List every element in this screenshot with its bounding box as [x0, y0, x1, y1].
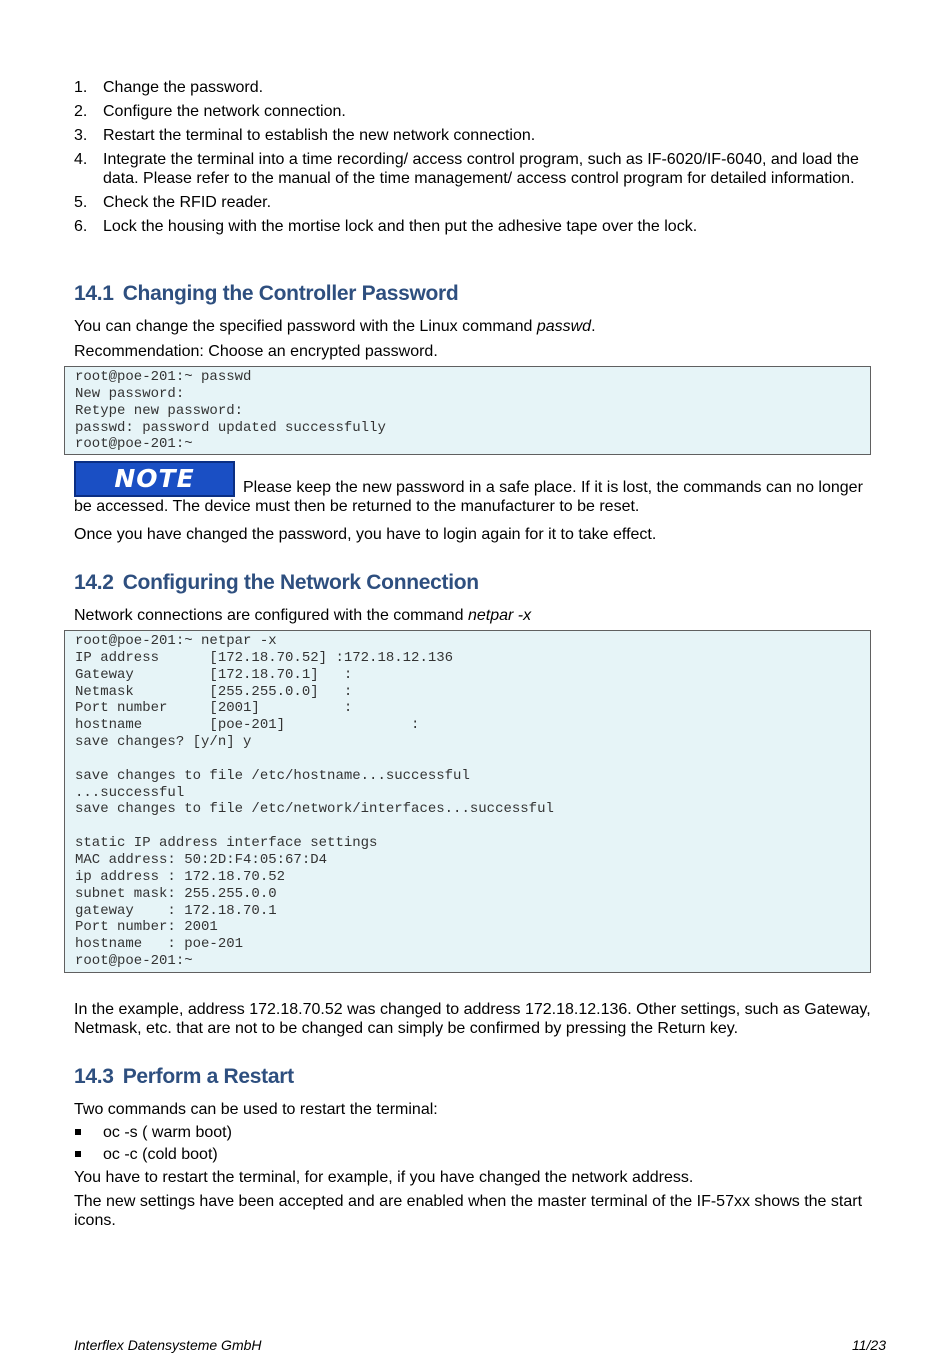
network-intro: Network connections are configured with the command netpar -x [74, 607, 532, 624]
section-heading-restart: 14.3 Perform a Restart [74, 1065, 294, 1088]
restart-intro: Two commands can be used to restart the terminal: [74, 1101, 438, 1118]
passwd-code-block: root@poe-201:~ passwd New password: Retype new password: passwd: password updated successfully root@poe-201:~ [64, 366, 871, 455]
section-heading-network: 14.2 Configuring the Network Connection [74, 571, 479, 594]
page-footer [74, 1337, 886, 1353]
restart-confirmation: The new settings have been accepted and are enabled when the master terminal of the IF-57xx shows the start icons. [74, 1193, 863, 1229]
restart-reason: You have to restart the terminal, for example, if you have changed the network address. [74, 1169, 694, 1186]
list-item: 2. Configure the network connection. [74, 103, 346, 120]
note-paragraph: NOTE Please keep the new password in a safe place. If it is lost, the commands can no longer be accessed. The device must then be returned to the manufacturer to be reset. [74, 461, 882, 516]
section-heading-password: 14.1 Changing the Controller Password [74, 282, 459, 305]
footer-page-number: 11/23 [852, 1337, 886, 1353]
list-item: 6. Lock the housing with the mortise lock and then put the adhesive tape over the lock. [74, 218, 698, 235]
login-again-text: Once you have changed the password, you have to login again for it to take effect. [74, 526, 657, 543]
note-badge: NOTE [74, 461, 235, 497]
network-explanation: In the example, address 172.18.70.52 was changed to address 172.18.12.136. Other settings, such as Gateway, Netmask, etc. that are not to be changed can simply be confirmed by pressing the Return key. [74, 1001, 871, 1037]
list-item: 5. Check the RFID reader. [74, 194, 272, 211]
bullet-square-icon [75, 1129, 81, 1135]
password-intro: You can change the specified password with the Linux command passwd. [74, 318, 596, 335]
footer-company: Interflex Datensysteme GmbH [74, 1337, 262, 1353]
restart-commands-list [74, 1123, 882, 1167]
netpar-code-block: root@poe-201:~ netpar -x IP address [172.18.70.52] :172.18.12.136 Gateway [172.18.70.1] : Netmask [255.255.0.0] : Port number [2001] : hostname [poe-201] : save changes? [y/n] y save changes to file /etc/hostname...successful ...successful save changes to file /etc/network/interfaces...successful static IP address interface settings MAC address: 50:2D:F4:05:67:D4 ip address : 172.18.70.52 subnet mask: 255.255.0.0 gateway : 172.18.70.1 Port number: 2001 hostname : poe-201 root@poe-201:~ [64, 630, 871, 973]
list-item: oc -s ( warm boot) [74, 1123, 882, 1142]
list-item: 3. Restart the terminal to establish the new network connection. [74, 127, 536, 144]
command-netpar: netpar -x [467, 607, 532, 624]
list-item: oc -c (cold boot) [74, 1145, 882, 1164]
list-item: 1. Change the password. [74, 79, 264, 96]
password-recommendation: Recommendation: Choose an encrypted password. [74, 343, 438, 360]
list-item: 4. Integrate the terminal into a time recording/ access control program, such as IF-6020/IF-6040, and load the data. Please refer to the manual of the time management/ access control program for detailed information. [74, 151, 859, 187]
bullet-square-icon [75, 1151, 81, 1157]
setup-steps-list [74, 78, 882, 241]
command-passwd: passwd [536, 318, 592, 335]
